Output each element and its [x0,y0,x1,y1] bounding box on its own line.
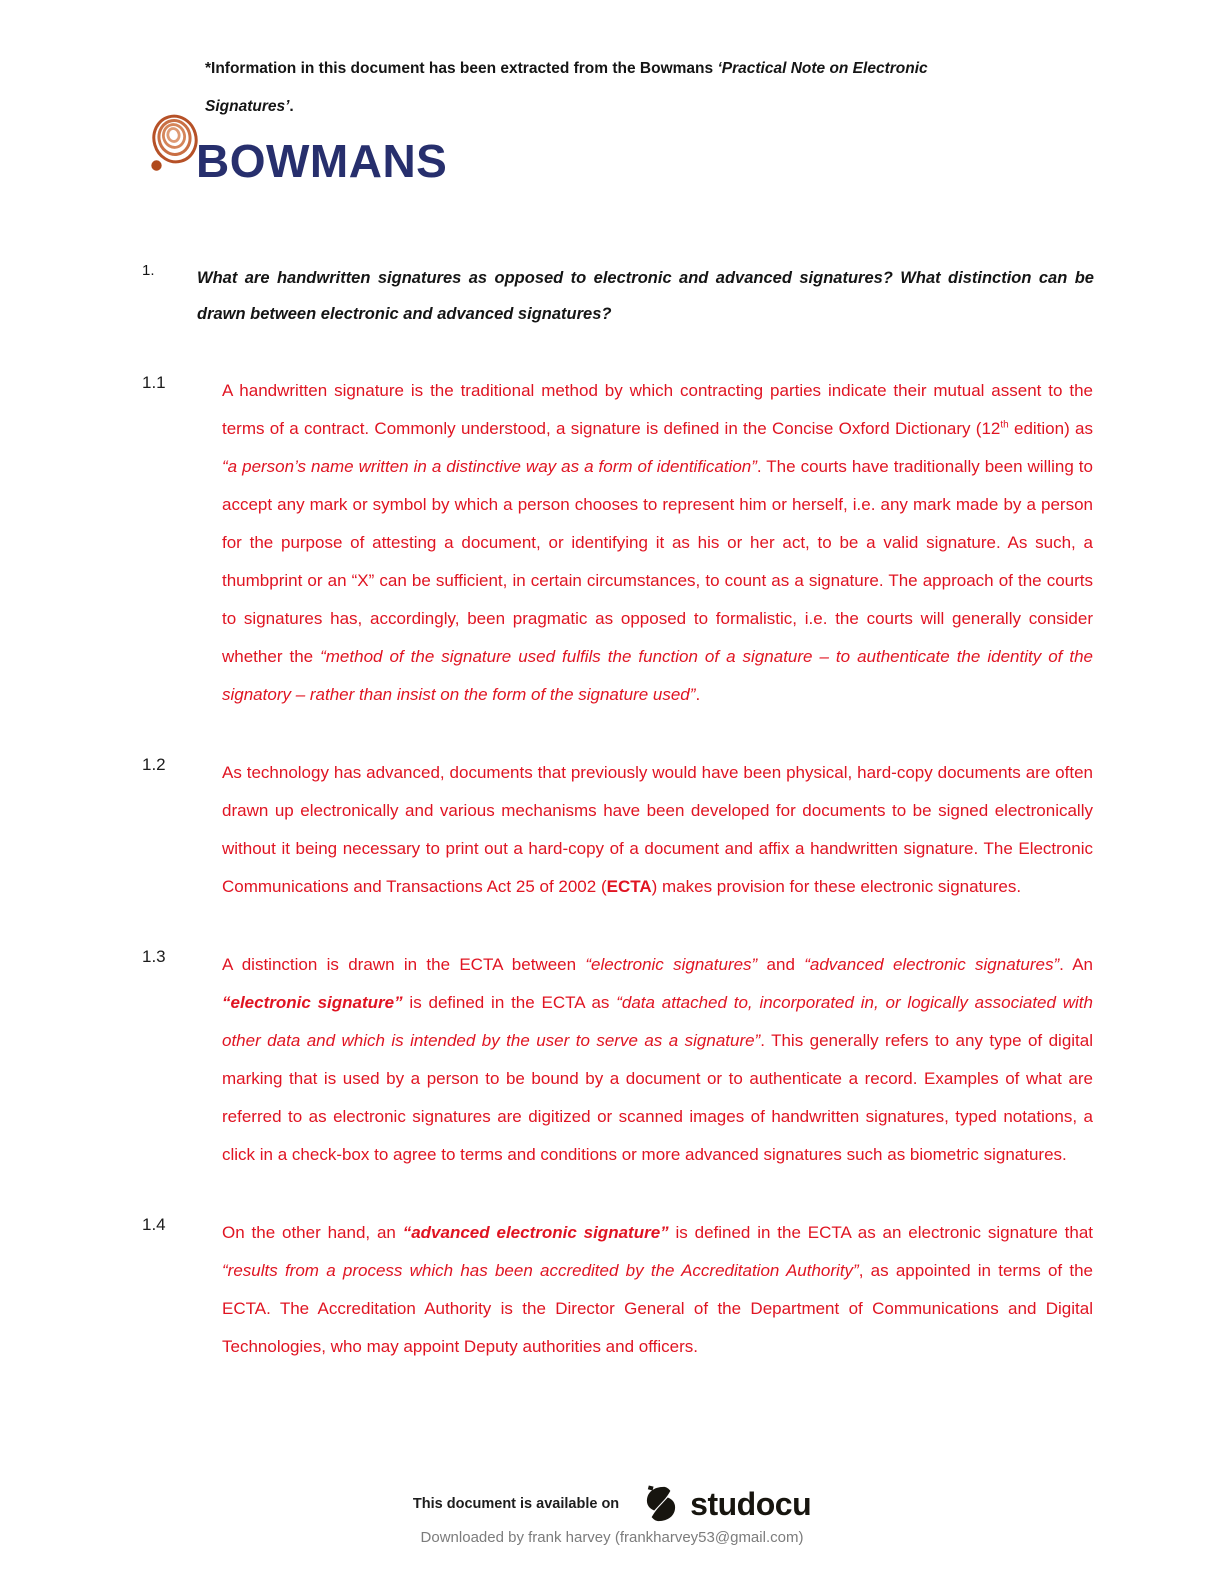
downloaded-by-line: Downloaded by frank harvey (frankharvey53@gmail.com) [420,1529,804,1546]
section-body: A distinction is drawn in the ECTA between “electronic signatures” and “advanced electronic signatures”. An “electronic signature” is defined in the ECTA as “data attached to, incorporated in, or logically associated with other data and which is intended by the user to serve as a signature”. This generally refers to any type of digital marking that is used by a person to be bound by a document or to authenticate a record. Examples of what are referred to as electronic signatures are digitized or scanned images of handwritten signatures, typed notations, a click in a check-box to agree to terms and conditions or more advanced signatures such as biometric signatures. [222,955,1094,1164]
section-1-2 [142,754,1093,906]
header-note: *Information in this document has been extracted from the Bowmans ‘Practical Note on Electronic Signatures’. [205,60,928,115]
studocu-wordmark: studocu [690,1485,812,1522]
available-on-label: This document is available on [412,1496,620,1512]
question-row [142,260,1094,332]
section-number: 1.4 [142,1215,166,1234]
section-body: On the other hand, an “advanced electronic signature” is defined in the ECTA as an electronic signature that “results from a process which has been accredited by the Accreditation Authority”, as appointed in terms of the ECTA. The Accreditation Authority is the Director General of the Department of Communications and Digital Technologies, who may appoint Deputy authorities and officers. [222,1223,1094,1356]
section-number: 1.1 [142,373,166,392]
section-body: As technology has advanced, documents that previously would have been physical, hard-copy documents are often drawn up electronically and various mechanisms have been developed for documents to be signed electronically without it being necessary to print out a hard-copy of a document and affix a handwritten signature. The Electronic Communications and Transactions Act 25 of 2002 (ECTA) makes provision for these electronic signatures. [222,763,1093,896]
section-1-3 [142,946,1093,1174]
section-number: 1.2 [142,755,166,774]
question-text: What are handwritten signatures as opposed to electronic and advanced signatures? What distinction can be drawn between electronic and advanced signatures? [197,269,1094,323]
studocu-icon [641,1484,681,1524]
footer [0,1484,1224,1546]
bowmans-wordmark: BOWMANS [196,135,448,187]
bowmans-logo [148,112,548,204]
studocu-banner [0,1484,1224,1524]
question-number: 1. [142,262,155,279]
section-1-1 [142,372,1093,714]
bowmans-spiral-icon [148,112,200,174]
section-body: A handwritten signature is the traditional method by which contracting parties indicate their mutual assent to the terms of a contract. Commonly understood, a signature is defined in the Concise Oxford Dictionary (12th edition) as “a person’s name written in a distinctive way as a form of identification”. The courts have traditionally been willing to accept any mark or symbol by which a person chooses to represent him or herself, i.e. any mark made by a person for the purpose of attesting a document, or identifying it as his or her act, to be a valid signature. As such, a thumbprint or an “X” can be sufficient, in certain circumstances, to count as a signature. The approach of the courts to signatures has, accordingly, been pragmatic as opposed to formalistic, i.e. the courts will generally consider whether the “method of the signature used fulfils the function of a signature – to authenticate the identity of the signatory – rather than insist on the form of the signature used”. [222,381,1093,704]
section-number: 1.3 [142,947,166,966]
section-1-4 [142,1214,1093,1366]
